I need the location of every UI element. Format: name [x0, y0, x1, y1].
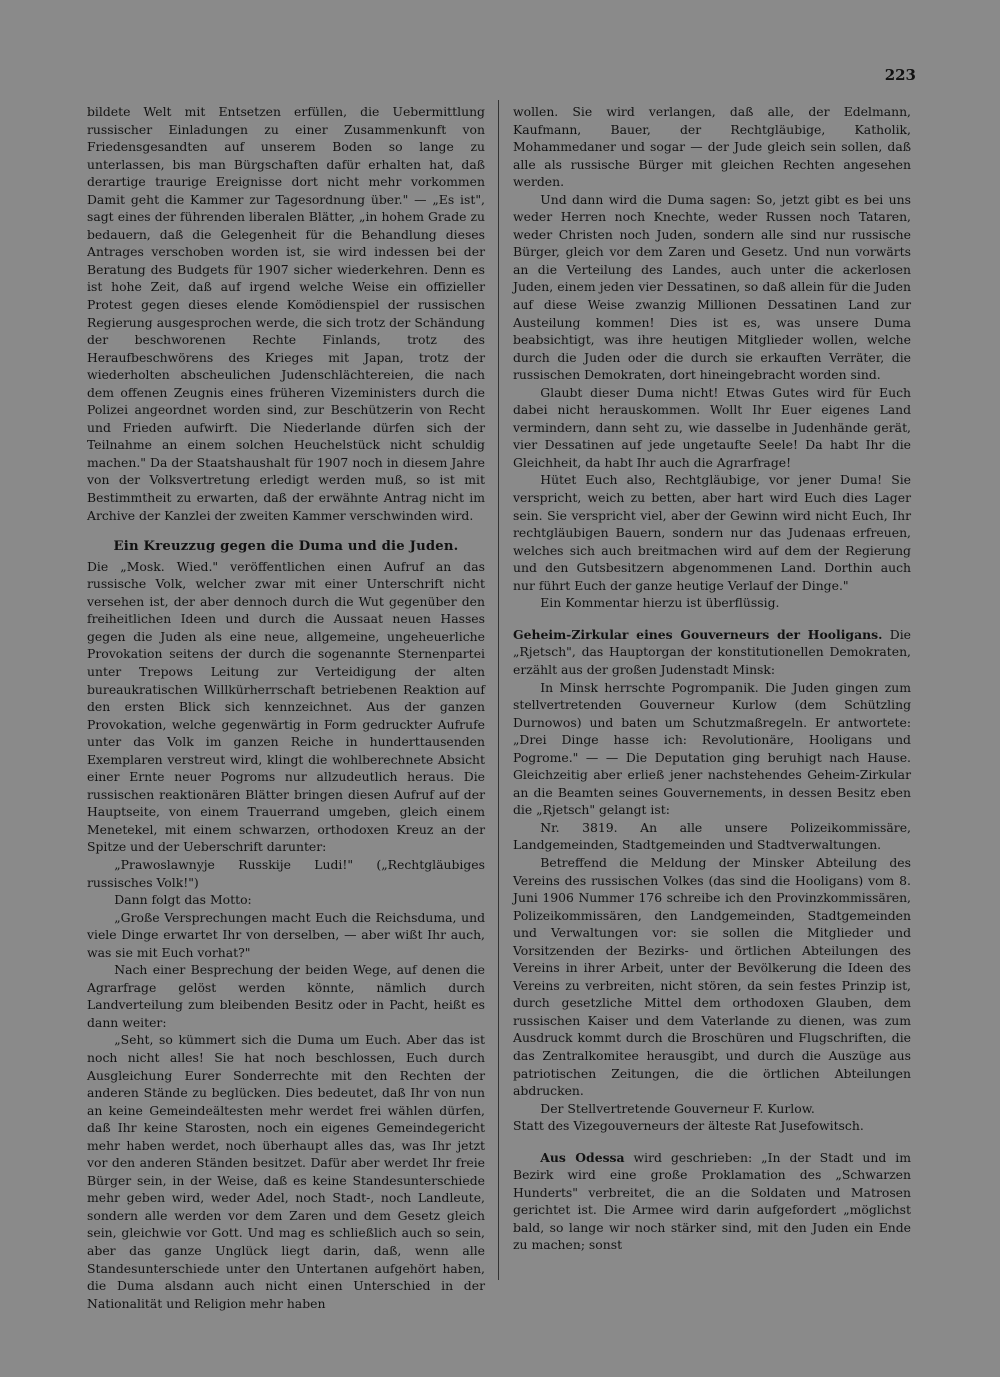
signature-line: Der Stellvertretende Gouverneur F. Kurlow. [540, 1100, 815, 1116]
paragraph: wollen. Sie wird verlangen, daß alle, der Edelmann, Kaufmann, Bauer, der Rechtgläubige, Katholik, Mohammedaner und sogar — der Jude gleich sein sollen, daß alle als russische Bürger mit gleichen Rechten angesehen werden. [513, 104, 911, 190]
signature-line: Statt des Vizegouverneurs der älteste Rat Jusefowitsch. [513, 1118, 864, 1134]
paragraph: „Seht, so kümmert sich die Duma um Euch. Aber das ist noch nicht alles! Sie hat noch beschlossen, Euch durch Ausgleichung Eurer Sonderrechte mit den Rechten der anderen Stände zu beglücken. Dies bedeutet, daß Ihr von nun an keine Gemeindeältesten mehr werdet frei wählen dürfen, daß Ihr keine Starosten, noch ein eigenes Gemeindegericht mehr haben werdet, noch überhaupt alles das, was Ihr jetzt vor den anderen Ständen besitzet. Dafür aber werdet Ihr freie Bürger sein, in der Weise, daß es keine Standesunterschiede mehr geben wird, weder Adel, noch Stadt-, noch Landleute, sondern alle werden vor dem Zaren und dem Gesetz gleich sein, gleichwie vor Gott. Und mag es schließlich auch so sein, aber das ganze Unglück liegt darin, daß, wenn alle Standesunterschiede unter den Untertanen aufgehört haben, die Duma alsdann auch nicht einen Unterschied in der Nationalität und Religion mehr haben [87, 1032, 485, 1311]
paragraph: Ein Kommentar hierzu ist überflüssig. [540, 595, 780, 611]
paragraph-text: wird geschrieben: „In der Stadt und im Bezirk wird eine große Proklamation des „Schwarzen Hunderts" verbreitet, die an die Soldaten und Matrosen gerichtet ist. Die Armee wird darin aufgefordert „möglichst bald, so lange wir noch stärker sind, mit den Juden ein Ende zu machen; sonst [513, 1149, 911, 1253]
paragraph-with-run-in-heading [513, 626, 911, 679]
article-heading: Aus Odessa [540, 1149, 625, 1165]
paragraph: Glaubt dieser Duma nicht! Etwas Gutes wird für Euch dabei nicht herauskommen. Wollt Ihr Euer eigenes Land vermindern, dann seht zu, wie dasselbe in Judenhände gerät, vier Dessatinen auf jede ungetaufte Seele! Da habt Ihr die Gleichheit, da habt Ihr auch die Agrarfrage! [513, 384, 911, 470]
paragraph: Nr. 3819. An alle unsere Polizeikommissäre, Landgemeinden, Stadtgemeinden und Stadtverwaltungen. [513, 819, 911, 853]
column-divider [498, 100, 499, 1280]
paragraph: Dann folgt das Motto: [114, 892, 252, 908]
paragraph: In Minsk herrschte Pogrompanik. Die Juden gingen zum stellvertretenden Gouverneur Kurlow (dem Schützling Durnowos) und baten um Schutzmaßregeln. Er antwortete: „Drei Dinge hasse ich: Revolutionäre, Hooligans und Pogrome." — — Die Deputation ging beruhigt nach Hause. Gleichzeitig aber erließ jener nachstehendes Geheim-Zirkular an die Beamten seines Gouvernements, in dessen Besitz eben die „Rjetsch" gelangt ist: [513, 679, 911, 818]
paragraph: Betreffend die Meldung der Minsker Abteilung des Vereins des russischen Volkes (das sind die Hooligans) vom 8. Juni 1906 Nummer 176 schreibe ich den Provinzkommissären, Polizeikommissären, den Landgemeinden, Stadtgemeinden und Verwaltungen vor: sie sollen die Mitglieder und Vorsitzenden der Bezirks- und örtlichen Abteilungen des Vereins in ihrer Arbeit, unter der Bevölkerung die Ideen des Vereins zu verbreiten, nicht stören, da sein festes Prinzip ist, durch gesetzliche Mittel dem orthodoxen Glauben, dem russischen Kaiser und dem Vaterlande zu dienen, was zum Ausdruck kommt durch die Broschüren und Flugschriften, die das Zentralkomitee herausgibt, und durch die Auszüge aus patriotischen Zeitungen, die die örtlichen Abteilungen abdrucken. [513, 854, 911, 1099]
paragraph: Die „Mosk. Wied." veröffentlichen einen Aufruf an das russische Volk, welcher zwar mit einer Unterschrift nicht versehen ist, der aber dennoch durch die Wut gegenüber den freiheitlichen Ideen und durch die Aussaat neuen Hasses gegen die Juden als eine neue, allgemeine, ungeheuerliche Provokation seitens der durch die sogenannte Sternenpartei unter Trepows Leitung zur Verteidigung der alten bureaukratischen Willkürherrschaft betriebenen Reaktion auf den ersten Blick sich kennzeichnet. Aus der ganzen Provokation, welche gegenwärtig in Form gedruckter Aufrufe unter das Volk im ganzen Reiche in hunderttausenden Exemplaren verstreut wird, klingt die wohlberechnete Absicht einer Ernte neuer Pogroms nur allzudeutlich heraus. Die russischen reaktionären Blätter bringen diesen Aufruf auf der Hauptseite, von einem Trauerrand umgeben, gleich einem Menetekel, mit einem schwarzen, orthodoxen Kreuz an der Spitze und der Ueberschrift darunter: [87, 558, 485, 855]
left-column [87, 103, 485, 1312]
paragraph: bildete Welt mit Entsetzen erfüllen, die Uebermittlung russischer Einladungen zu einer Zusammenkunft von Friedensgesandten auf unserem Boden so lange zu unterlassen, bis man Bürgschaften dafür erhalten hat, daß derartige traurige Ereignisse dort nicht mehr vorkommen Damit geht die Kammer zur Tagesordnung über." — „Es ist", sagt eines der führenden liberalen Blätter, „in hohem Grade zu bedauern, daß die Gelegenheit für die Behandlung dieses Antrages verschoben worden ist, sie wird indessen bei der Beratung des Budgets für 1907 sicher wiederkehren. Denn es ist hohe Zeit, daß auf irgend welche Weise ein offizieller Protest gegen dieses elende Komödienspiel der russischen Regierung ausgesprochen werde, die sich trotz der Schändung der beschworenen Rechte Finlands, trotz des Heraufbeschwörens des Krieges mit Japan, trotz der wiederholten abscheulichen Judenschlächtereien, die nach dem offenen Zeugnis eines früheren Vizeministers durch die Polizei angeordnet worden sind, zur Beschützerin von Recht und Frieden aufwirft. Die Niederlande dürfen sich der Teilnahme an einem solchen Heuchelstück nicht schuldig machen." Da der Staatshaushalt für 1907 noch in diesem Jahre von der Volksvertretung erledigt werden muß, so ist mit Bestimmtheit zu erwarten, daß der erwähnte Antrag nicht im Archive der Kanzlei der zweiten Kammer verschwinden wird. [87, 104, 485, 523]
paragraph: „Prawoslawnyje Russkije Ludi!" („Rechtgläubiges russisches Volk!") [87, 856, 485, 890]
right-column [513, 103, 911, 1254]
paragraph-text: Die „Rjetsch", das Hauptorgan der konstitutionellen Demokraten, erzählt aus der großen Judenstadt Minsk: [513, 626, 911, 677]
article-heading: Ein Kreuzzug gegen die Duma und die Juden. [113, 539, 459, 555]
page-number: 223 [884, 66, 916, 84]
paragraph: Und dann wird die Duma sagen: So, jetzt gibt es bei uns weder Herren noch Knechte, weder Russen noch Tataren, weder Christen noch Juden, sondern alle sind nur russische Bürger, gleich vor dem Zaren und Gesetz. Und nun vorwärts an die Verteilung des Landes, auch unter die ackerlosen Juden, einem jeden vier Dessatinen, so daß allein für die Juden auf diese Weise zwanzig Millionen Dessatinen Land zur Austeilung kommen! Dies ist es, was unsere Duma beabsichtigt, was ihre heutigen Mitglieder wollen, welche durch die Juden oder die durch sie erkauften Verräter, die russischen Demokraten, dort hineingebracht worden sind. [513, 191, 911, 383]
paragraph-with-run-in-heading [513, 1149, 911, 1254]
spacer [513, 612, 911, 626]
article-heading: Geheim-Zirkular eines Gouverneurs der Hooligans. [513, 626, 883, 642]
paragraph: Hütet Euch also, Rechtgläubige, vor jener Duma! Sie verspricht, weich zu betten, aber hart wird Euch dies Lager sein. Sie verspricht viel, aber der Gewinn wird nicht Euch, Ihr rechtgläubigen Bauern, sondern nur das Judenaas erfreuen, welches sich auch breitmachen wird auf dem der Regierung und den Gutsbesitzern abgenommenen Land. Dorthin auch nur führt Euch der ganze heutige Verlauf der Dinge." [513, 472, 911, 593]
spacer [513, 1135, 911, 1149]
paragraph: „Große Versprechungen macht Euch die Reichsduma, und viele Dinge erwartet Ihr von derselben, — aber wißt Ihr auch, was sie mit Euch vorhat?" [87, 909, 485, 960]
paragraph: Nach einer Besprechung der beiden Wege, auf denen die Agrarfrage gelöst werden könnte, nämlich durch Landverteilung zum bleibenden Besitz oder in Pacht, heißt es dann weiter: [87, 962, 485, 1030]
